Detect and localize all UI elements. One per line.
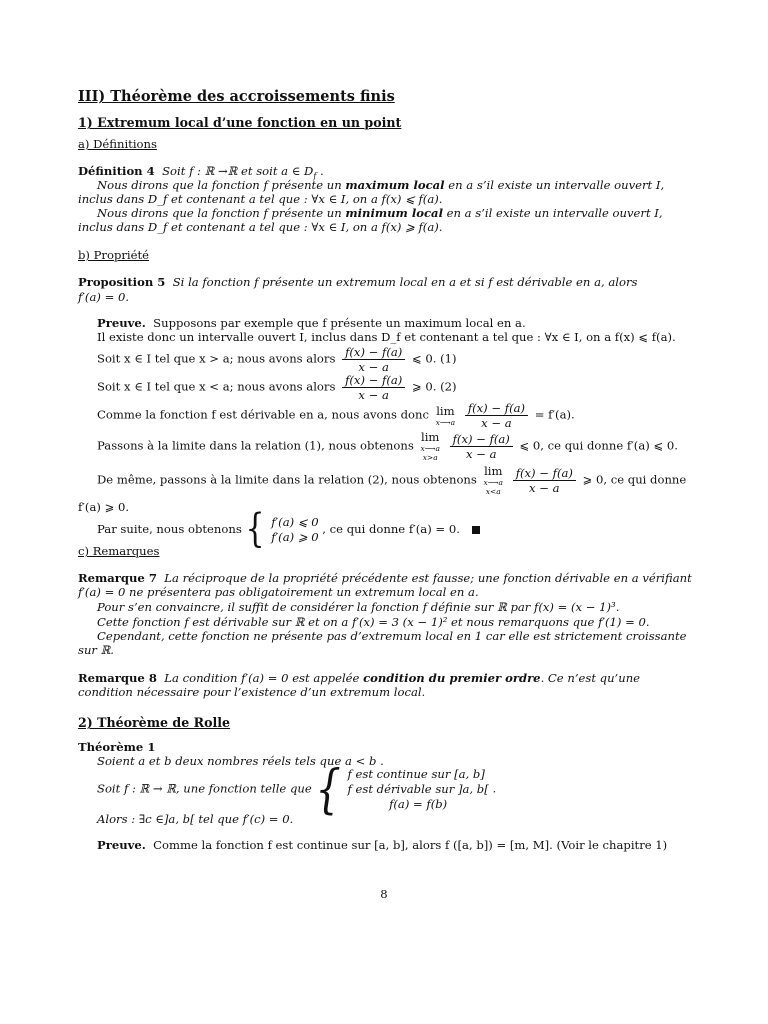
proof-line3 <box>97 345 457 374</box>
definition-4: Définition 4 Soit f : ℝ →ℝ et soit a ∈ $D_f$ . <box>78 164 324 181</box>
theorem-1-label: Théorème 1 <box>78 740 156 754</box>
text: Soit x ∈ I tel que x < a; nous avons alors <box>97 379 336 394</box>
frac-den: x − a <box>358 388 389 402</box>
page-number: 8 <box>380 887 388 901</box>
proposition-text: Si la fonction f présente un extremum local en a et si f est dérivable en a, alors <box>172 275 638 289</box>
proof-line9 <box>97 506 480 553</box>
remark-7-line1 <box>78 571 692 585</box>
frac-num: f(x) − f(a) <box>465 401 528 416</box>
text: en a s’il existe un intervalle ouvert I, <box>442 206 663 220</box>
definition-min-line2: inclus dans D_f et contenant a tel que : ∀x ∈ I, on a f(x) ⩾ f(a). <box>78 220 443 234</box>
frac-num: f(x) − f(a) <box>513 466 576 481</box>
frac-den: x − a <box>529 481 560 495</box>
lim-sub: x⟶a <box>420 444 440 453</box>
proof-label: Preuve. <box>97 316 146 330</box>
lim-label: lim <box>484 464 503 478</box>
remark-7-line5: Cependant, cette fonction ne présente pas d’extremum local en 1 car elle est strictement croissante <box>97 629 687 643</box>
proof-line7 <box>97 465 686 496</box>
difference-quotient <box>342 373 405 402</box>
condition: f est continue sur [a, b] <box>347 767 485 781</box>
difference-quotient <box>450 432 513 461</box>
text: La condition f′(a) = 0 est appelée <box>164 671 364 685</box>
frac-num: f(x) − f(a) <box>342 373 405 388</box>
proposition-label: Proposition 5 <box>78 275 166 289</box>
remark-label: Remarque 7 <box>78 571 157 585</box>
remark-label: Remarque 8 <box>78 671 157 685</box>
lim-label: lim <box>436 403 455 418</box>
text: Nous dirons que la fonction f présente un <box>97 178 346 192</box>
difference-quotient <box>342 345 405 374</box>
text: Passons à la limite dans la relation (1), nous obtenons <box>97 438 414 453</box>
text: . <box>492 781 497 796</box>
text: Comme la fonction f est continue sur [a, b], alors f ([a, b]) = [m, M]. (Voir le chapitre 1) <box>153 838 668 852</box>
proof-line4 <box>97 373 457 402</box>
remark-7-line3: Pour s’en convaincre, il suffit de considérer la fonction f définie sur ℝ par f(x) = (x − 1)³. <box>97 600 620 614</box>
subsection-extremum-label: 1) Extremum local d’une fonction en un point <box>78 115 402 130</box>
text: ⩽ 0. (1) <box>412 351 457 366</box>
text: ⩾ 0, ce qui donne <box>582 472 687 487</box>
text: en a s’il existe un intervalle ouvert I, <box>444 178 665 192</box>
proposition-5-line2: f′(a) = 0. <box>78 290 130 304</box>
frac-num: f(x) − f(a) <box>342 345 405 360</box>
frac-den: x − a <box>465 447 497 461</box>
text: ⩾ 0. (2) <box>412 379 457 394</box>
lim-label: lim <box>421 430 440 444</box>
remarks-label: c) Remarques <box>78 544 160 558</box>
brace-icon: { <box>315 759 341 820</box>
system <box>271 515 318 545</box>
limit <box>484 465 503 496</box>
text: Nous dirons que la fonction f présente un <box>97 206 346 220</box>
remark-7-line2: f′(a) = 0 ne présentera pas obligatoirement un extremum local en a. <box>78 585 479 599</box>
limit <box>420 431 439 462</box>
section-title: III) Théorème des accroissements finis <box>78 88 395 105</box>
first-order-term: condition du premier ordre <box>363 671 541 685</box>
lim-sub: x⟶a <box>435 417 456 427</box>
definition-max-line1 <box>97 178 664 192</box>
qed-square-icon <box>472 526 480 534</box>
definitions-label: a) Définitions <box>78 137 157 151</box>
frac-num: f(x) − f(a) <box>450 432 513 447</box>
proof-line1 <box>97 316 526 330</box>
remark-8-line1 <box>78 671 640 685</box>
definition-max-line2: inclus dans D_f et contenant a tel que : ∀x ∈ I, on a f(x) ⩽ f(a). <box>78 192 443 206</box>
remark-8-line2: condition nécessaire pour l’existence d’un extremum local. <box>78 685 426 699</box>
definition-min-line1 <box>97 206 663 220</box>
lim-sub: x>a <box>422 453 438 462</box>
proof-rolle <box>97 838 667 852</box>
definition-intro: Soit f : ℝ →ℝ et soit a ∈ D <box>162 164 314 178</box>
frac-den: x − a <box>481 416 512 430</box>
text: Comme la fonction f est dérivable en a, nous avons donc <box>97 407 429 422</box>
lim-sub: x<a <box>485 487 501 496</box>
condition: f(a) = f(b) <box>389 797 448 811</box>
min-local-term: minimum local <box>345 206 443 220</box>
remark-7-line6: sur ℝ. <box>78 643 114 657</box>
system-line: f′(a) ⩾ 0 <box>271 530 319 544</box>
proof-label: Preuve. <box>97 838 146 852</box>
proof-line2: Il existe donc un intervalle ouvert I, inclus dans D_f et contenant a tel que : ∀x ∈ I, on a f(x) ⩽ f(a). <box>97 330 676 344</box>
proof-line8: f′(a) ⩾ 0. <box>78 500 130 514</box>
proposition-5-line1 <box>78 275 637 289</box>
text: Par suite, nous obtenons <box>97 522 242 536</box>
text: , ce qui donne f′(a) = 0. <box>322 522 460 536</box>
text: ⩽ 0, ce qui donne f′(a) ⩽ 0. <box>519 438 678 453</box>
theorem-1-line1: Soient a et b deux nombres réels tels que a < b . <box>97 754 384 768</box>
text: Soit f : ℝ → ℝ, une fonction telle que <box>97 781 312 796</box>
subsection-rolle-label: 2) Théorème de Rolle <box>78 715 231 730</box>
brace-icon: { <box>245 506 265 553</box>
condition: f est dérivable sur ]a, b[ <box>347 782 489 796</box>
text: De même, passons à la limite dans la relation (2), nous obtenons <box>97 472 477 487</box>
lim-sub: x⟶a <box>483 478 503 487</box>
max-local-term: maximum local <box>345 178 445 192</box>
property-heading <box>78 248 149 262</box>
proof-line6 <box>97 431 678 462</box>
text: . Ce n’est qu’une <box>540 671 641 685</box>
subsection-extremum-title <box>78 116 401 130</box>
frac-den: x − a <box>358 360 389 374</box>
remark-7-line4: Cette fonction f est dérivable sur ℝ et on a f′(x) = 3 (x − 1)² et nous remarquons que f′(1) = 0. <box>97 615 650 629</box>
remarks-heading <box>78 544 159 558</box>
text: Soit x ∈ I tel que x > a; nous avons alors <box>97 351 336 366</box>
proof-line5 <box>97 401 575 430</box>
system-line: f′(a) ⩽ 0 <box>271 515 319 529</box>
property-label: b) Propriété <box>78 248 150 262</box>
definition-label: Définition 4 <box>78 164 155 178</box>
limit <box>436 405 455 427</box>
definitions-heading <box>78 137 157 151</box>
text: Supposons par exemple que f présente un maximum local en a. <box>153 316 526 330</box>
subsection-rolle-title <box>78 716 230 730</box>
difference-quotient <box>465 401 528 430</box>
text: = f′(a). <box>534 407 575 422</box>
difference-quotient <box>513 466 576 495</box>
conditions <box>348 767 489 812</box>
text: La réciproque de la propriété précédente est fausse; une fonction dérivable en a vérifiant <box>164 571 692 585</box>
theorem-1-line3: Alors : ∃c ∈]a, b[ tel que f′(c) = 0. <box>97 812 294 826</box>
